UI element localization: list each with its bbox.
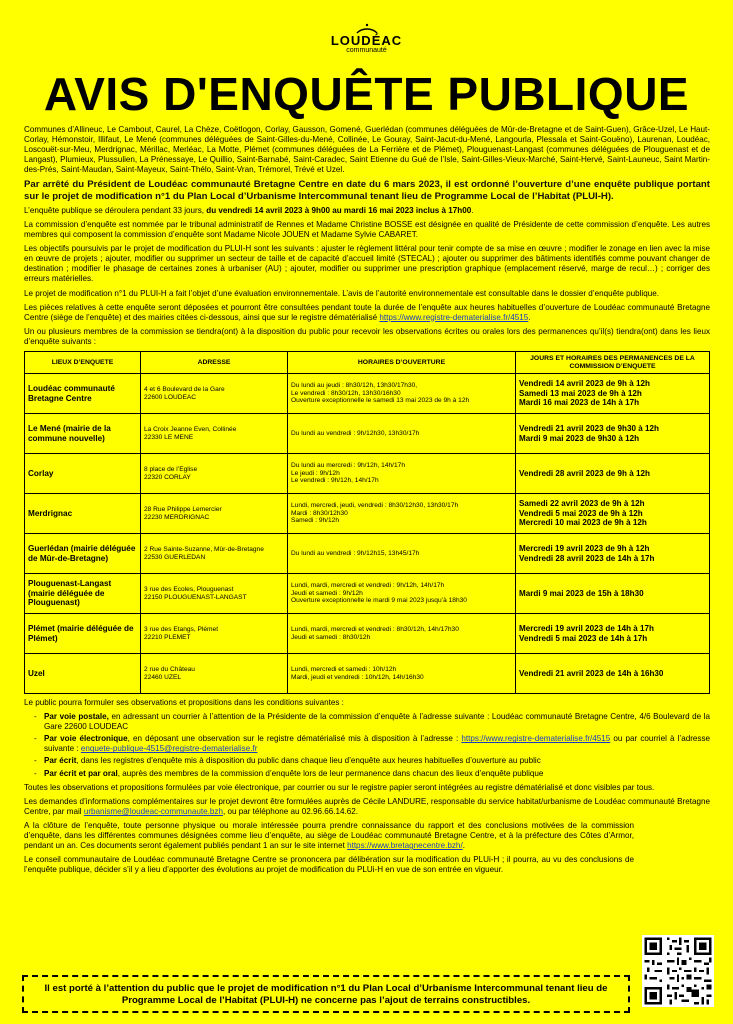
cell-horaires-line: Jeudi et samedi : 9h/12h [291,589,363,597]
cell-horaires-line: Du lundi au jeudi : 8h30/12h, 13h30/17h30, [291,382,418,390]
cell-horaires-line: Du lundi au vendredi : 9h/12h15, 13h45/17h [291,549,420,557]
registre-link-2[interactable]: https://www.registre-dematerialise.fr/4515 [461,734,611,744]
cell-lieu: Plémet (mairie déléguée de Plémet) [25,614,141,654]
cell-permanences-line: Mardi 9 mai 2023 de 15h à 18h30 [519,588,644,598]
cell-permanences-line: Samedi 13 mai 2023 de 9h à 12h [519,388,642,398]
condition-text: , dans les registres d’enquête mis à disposition du public dans chaque lieu d’enquête aux heures habituelles d’ouverture au public [76,756,541,766]
cell-adresse [141,454,288,494]
permanences-intro: Un ou plusieurs membres de la commission se tiendra(ont) à la disposition du public pour recevoir les observations écrites ou orales lors des permanences qu’il(s) tiendra(ont) dans les lieux d’enquête suivants : [24,326,710,346]
cell-adresse [141,494,288,534]
cell-lieu: Loudéac communauté Bretagne Centre [25,374,141,414]
cell-permanences [516,494,710,534]
cell-permanences-line: Vendredi 5 mai 2023 de 14h à 17h [519,633,648,643]
header-lieux: LIEUX D’ENQUETE [25,352,141,374]
cell-permanences-line: Mardi 9 mai 2023 de 9h30 à 12h [519,433,640,443]
cell-lieu: Corlay [25,454,141,494]
table-row [25,574,710,614]
condition-text: , auprès des membres de la commission d’enquête lors de leur permanence dans chacun des lieux d’enquête publique [117,768,544,778]
cell-permanences-line: Vendredi 28 avril 2023 de 14h à 17h [519,553,655,563]
cell-lieu: Le Mené (mairie de la commune nouvelle) [25,414,141,454]
cell-horaires-line: Jeudi et samedi : 8h30/12h [291,633,371,641]
condition-label: Par écrit [44,756,77,766]
pieces-paragraph [24,303,710,323]
cell-permanences-line: Samedi 22 avril 2023 de 9h à 12h [519,499,645,509]
cell-horaires [288,534,516,574]
table-row [25,454,710,494]
cell-horaires [288,414,516,454]
cell-permanences-line: Mercredi 10 mai 2023 de 9h à 12h [519,518,647,528]
cloture-end: . [462,841,465,851]
email-link[interactable]: enquete-publique-4515@registre-dematerialise.fr [80,744,258,754]
cell-permanences-line: Vendredi 21 avril 2023 de 9h30 à 12h [519,423,659,433]
cell-horaires-line: Lundi, mercredi et samedi : 10h/12h [291,665,397,673]
page-title: AVIS D'ENQUÊTE PUBLIQUE [43,68,690,120]
cell-adresse-line: 22330 LE MENE [144,433,194,441]
duree-paragraph [24,206,710,216]
table-row [25,534,710,574]
cell-adresse-line: 22600 LOUDEAC [144,393,197,401]
cell-horaires-line: Du lundi au vendredi : 9h/12h30, 13h30/17h [291,429,420,437]
evaluation-paragraph: Le projet de modification n°1 du PLUI-H a fait l’objet d’une évaluation environnementale. L’avis de l’autorité environnementale est consultable dans le dossier d’enquête publique. [24,288,659,298]
final-notice: Il est porté à l’attention du public que le projet de modification n°1 du Plan Local d’Urbanisme Intercommunal tenant lieu de Programme Local de l’Habitat (PLUI-H) ne concerne pas l’ajout de terrains constructibles. [22,975,630,1013]
logo-text: LOUDÉAC [330,33,403,48]
commission-paragraph: La commission d’enquête est nommée par le tribunal administratif de Rennes et Madame Christine BOSSE est désignée en qualité de Présidente de cette commission d’enquête. Les autres membres qui composent la commission d’enquête sont Madame Nicole JOUEN et Madame Sylvie CABARET. [24,219,710,240]
cell-horaires-line: Lundi, mercredi, jeudi, vendredi : 8h30/12h30, 13h30/17h [291,502,459,510]
header-adresse: ADRESSE [141,352,288,374]
cell-lieu: Merdrignac [25,494,141,534]
cell-horaires-line: Mardi : 8h30/12h30 [291,509,348,517]
demandes-end: , ou par téléphone au 02.96.66.14.62. [222,806,358,816]
cell-horaires-line: Mardi, jeudi et vendredi : 10h/12h, 14h/16h30 [291,673,424,681]
cell-horaires-line: Ouverture exceptionnelle le mardi 9 mai 2023 jusqu’à 18h30 [291,597,467,605]
observations-paragraph: Toutes les observations et propositions formulées par voie électronique, par courrier ou sur le registre papier seront intégrées au registre dématérialisé et donc visibles par tous. [24,782,655,792]
conditions-intro: Le public pourra formuler ses observations et propositions dans les conditions suivantes : [24,698,344,707]
registre-link[interactable]: https://www.registre-dematerialise.fr/4515 [379,312,529,322]
cell-adresse-line: 28 Rue Philippe Lemercier [144,505,222,513]
condition-text: en adressant un courrier à l’attention de la Présidente de la commission d’enquête à l’adresse suivante : Loudéac communauté Bretagne Centre, 4/6 Boulevard de la Gare 22600 LOUDEAC [44,712,710,732]
table-row [25,414,710,454]
conditions-list [24,712,710,779]
cell-adresse-line: La Croix Jeanne Even, Collinée [144,425,237,433]
cell-permanences-line: Vendredi 14 avril 2023 de 9h à 12h [519,379,650,389]
condition-label: Par voie postale, [44,712,109,722]
table-row [25,494,710,534]
condition-label: Par écrit et par oral [44,768,118,778]
table-row [25,374,710,414]
condition-text: ou par courriel à l’adresse suivante : [44,734,711,754]
logo [0,22,733,55]
cell-adresse-line: 3 rue des Etangs, Plémet [144,625,219,633]
cell-horaires-line: Le vendredi : 8h30/12h, 13h30/16h30 [291,389,401,397]
cell-adresse [141,414,288,454]
cell-adresse [141,614,288,654]
condition-text: , en déposant une observation sur le registre dématérialisé mis à disposition à l’adresse : [127,734,462,744]
demandes-paragraph [24,797,710,817]
cloture-paragraph [24,821,634,851]
pieces-text: Les pièces relatives à cette enquête seront déposées et pourront être consultées pendant toute la durée de l’enquête aux heures habituelles d’ouverture de Loudéac communauté Bretagne Centre (siège de l’enquête) et des mairies citées ci-dessous, ainsi que sur le registre dématérialisé [24,302,710,322]
cell-permanences-line: Vendredi 28 avril 2023 de 9h à 12h [519,468,650,478]
table-header-row [25,352,710,374]
cell-horaires-line: Ouverture exceptionnelle le samedi 13 mai 2023 de 9h à 12h [291,397,470,405]
cell-horaires [288,374,516,414]
cell-adresse [141,374,288,414]
cell-horaires [288,614,516,654]
cell-adresse-line: 22150 PLOUGUENAST-LANGAST [144,593,247,601]
cell-adresse-line: 22210 PLEMET [144,633,191,641]
cell-permanences-line: Mardi 16 mai 2023 de 14h à 17h [519,398,640,408]
cell-horaires-line: Lundi, mardi, mercredi et vendredi : 8h30/12h, 14h/17h30 [291,625,459,633]
cell-adresse-line: 22460 UZEL [144,673,182,681]
cell-permanences [516,414,710,454]
cell-horaires-line: Lundi, mardi, mercredi et vendredi : 9h/12h, 14h/17h [291,582,445,590]
condition-ecrit [34,756,710,766]
duree-end: . [471,205,474,215]
cell-permanences [516,614,710,654]
cell-lieu: Plouguenast-Langast (mairie déléguée de Plouguenast) [25,574,141,614]
intro-paragraph: Communes d’Allineuc, Le Cambout, Caurel, La Chèze, Coëtlogon, Corlay, Gausson, Gomené, Guerlédan (communes déléguées de Mûr-de-Bretagne et de Saint-Guen), Grâce-Uzel, Le Haut-Corlay, Hémonstoir, Illifaut, Le Mené (communes déléguées de Saint-Gilles-du-Mené, Collinée, Le Gouray, Saint-Jacut-du-Mené, Langourla, Plessala et Saint-Gouëno), Laurenan, Loudéac, Loscouët-sur-Meu, Merdrignac, Mérillac, Merléac, La Motte, Plémet (communes déléguées de La Ferrière et de Plémet), Plouguenast-Langast (communes déléguées de Plouguenast et de Langast), Plumieux, Plussulien, La Prénessaye, Le Quillio, Saint-Barnabé, Saint-Caradec, Saint Etienne du Gué de l’Isle, Saint-Gilles-Vieux-Marché, Saint-Hervé, Saint-Launeuc, Saint Martin-des-Prés, Saint-Maudan, Saint-Mayeux, Saint-Thélo, Saint-Vran, Trémorel, Trévé et Uzel. [24,125,710,175]
cell-horaires [288,454,516,494]
urbanisme-email-link[interactable]: urbanisme@loudeac-communaute.bzh [83,806,223,816]
condition-electronique [34,734,710,754]
qr-code-icon[interactable] [642,935,714,1007]
cell-adresse-line: 22230 MERDRIGNAC [144,513,210,521]
cell-permanences-line: Vendredi 21 avril 2023 de 14h à 16h30 [519,668,664,678]
cell-permanences [516,454,710,494]
cell-horaires-line: Du lundi au mercredi : 9h/12h, 14h/17h [291,462,405,470]
objectifs-paragraph: Les objectifs poursuivis par le projet de modification du PLUI-H sont les suivants : ajuster le règlement littéral pour tenir compte de sa mise en œuvre ; modifier le zonage en lien avec la mise en œuvre de projets ; ajouter, modifier ou supprimer un secteur de taille et de capacité d’accueil limité (STECAL) ; ajouter ou supprimer des bâtiments identifiés comme pouvant changer de destination ; modifier le phasage de certaines zones à urbaniser (AU) ; ajouter, modifier ou supprimer une prescription graphique (emplacement réservé, marge de recul…) ; corriger des erreurs matérielles. [24,244,710,284]
cell-adresse-line: 3 rue des Ecoles, Plouguenast [144,585,234,593]
header-horaires: HORAIRES D’OUVERTURE [288,352,516,374]
cell-adresse-line: 4 et 6 Boulevard de la Gare [144,385,225,393]
condition-oral [34,769,710,779]
pieces-end: . [528,312,531,322]
website-link[interactable]: https://www.bretagnecentre.bzh/ [347,841,463,851]
cell-adresse-line: 22530 GUERLEDAN [144,553,206,561]
permanences-table [24,351,710,694]
cell-adresse-line: 22320 CORLAY [144,473,191,481]
cell-adresse [141,534,288,574]
duree-text: L’enquête publique se déroulera pendant 33 jours, [24,205,207,215]
cell-horaires [288,574,516,614]
cell-horaires [288,654,516,694]
cell-permanences [516,534,710,574]
cell-lieu: Uzel [25,654,141,694]
cell-horaires-line: Samedi : 9h/12h [291,517,340,525]
cell-adresse [141,654,288,694]
condition-postale [34,712,710,732]
duree-dates: du vendredi 14 avril 2023 à 9h00 au mardi 16 mai 2023 inclus à 17h00 [206,205,472,215]
cell-horaires-line: Le vendredi : 9h/12h, 14h/17h [291,477,379,485]
cell-permanences-line: Mercredi 19 avril 2023 de 14h à 17h [519,623,654,633]
condition-label: Par voie électronique [44,734,128,744]
notice-body [24,125,710,879]
cell-lieu: Guerlédan (mairie déléguée de Mûr-de-Bretagne) [25,534,141,574]
logo-subtext: communauté [346,47,387,54]
demandes-text: Les demandes d’informations complémentaires sur le projet devront être formulées auprès de Cécile LANDURE, responsable du service habitat/urbanisme de Loudéac communauté Bretagne Centre, par mail [24,796,710,816]
cell-permanences [516,654,710,694]
cell-adresse-line: 8 place de l’Eglise [144,465,198,473]
table-row [25,654,710,694]
cell-permanences-line: Vendredi 5 mai 2023 de 9h à 12h [519,508,643,518]
conseil-paragraph: Le conseil communautaire de Loudéac communauté Bretagne Centre se prononcera par délibération sur la modification du PLUi-H ; il pourra, au vu des conclusions de l’enquête publique, décider s’il y a lieu d’apporter des évolutions au projet de modification du PLUi-H en vue de son entrée en vigueur. [24,855,634,875]
cell-adresse-line: 2 Rue Sainte-Suzanne, Mûr-de-Bretagne [144,545,264,553]
cell-permanences [516,574,710,614]
cell-adresse-line: 2 rue du Château [144,665,195,673]
cell-permanences [516,374,710,414]
cell-permanences-line: Mercredi 19 avril 2023 de 9h à 12h [519,543,650,553]
cell-horaires [288,494,516,534]
cell-adresse [141,574,288,614]
table-row [25,614,710,654]
header-permanences: JOURS ET HORAIRES DES PERMANENCES DE LA COMMISSION D’ENQUETE [516,352,710,374]
cell-horaires-line: Le jeudi : 9h/12h [291,469,340,477]
arrete-paragraph: Par arrêté du Président de Loudéac communauté Bretagne Centre en date du 6 mars 2023, il est ordonné l’ouverture d’une enquête publique portant sur le projet de modification n°1 du Plan Local d’Urbanisme Intercommunal tenant lieu de Programme Local de l’Habitat (PLUI-H). [24,179,710,202]
cloture-text: A la clôture de l’enquête, toute personne physique ou morale intéressée pourra prendre connaissance du rapport et des conclusions motivées de la commission d’enquête, dans les différentes communes désignées comme lieu d’enquête, au siège de Loudéac communauté Bretagne Centre, et à la préfecture des Côtes d’Armor, pendant un an. Ces documents seront également publiés pendant 1 an sur le site internet [24,820,634,851]
